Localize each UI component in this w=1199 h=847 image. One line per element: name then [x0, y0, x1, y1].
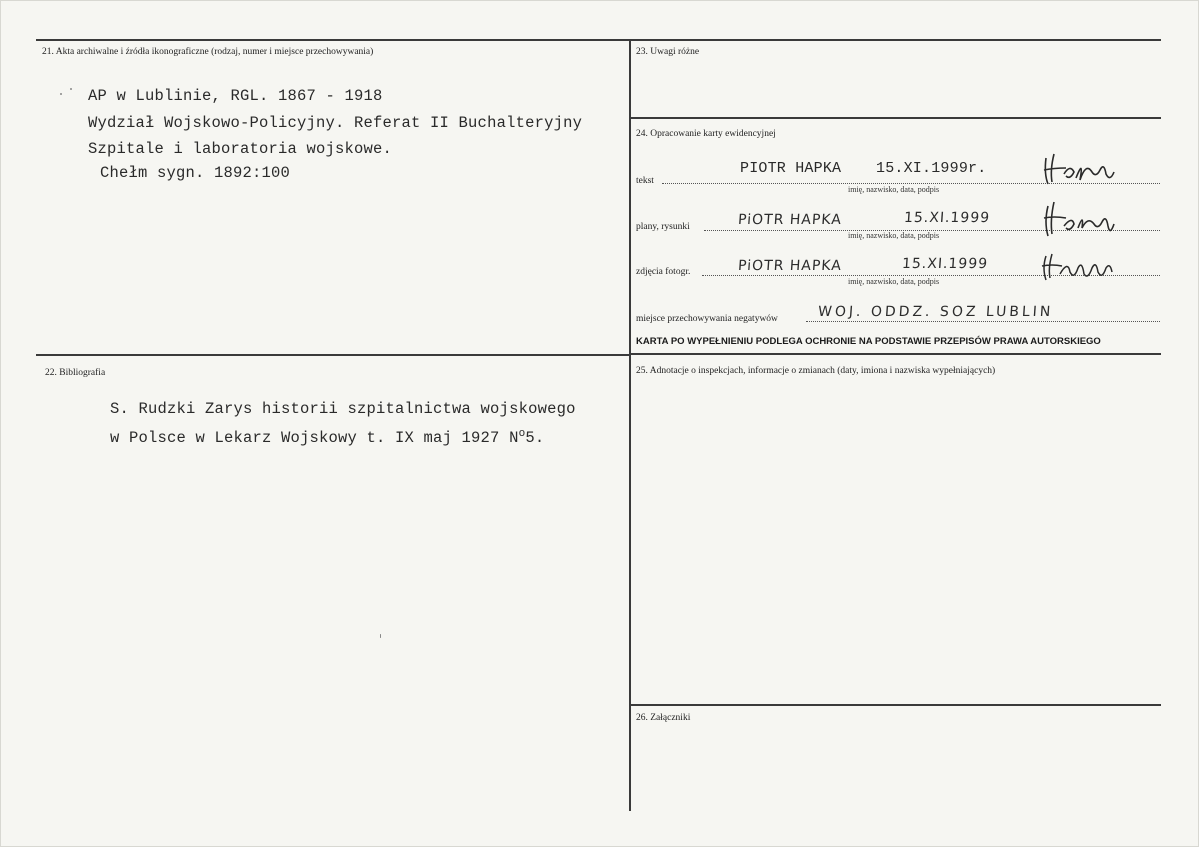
- section25-bottom-rule: [630, 704, 1161, 706]
- row-photos-caption: imię, nazwisko, data, podpis: [848, 277, 940, 286]
- bibliography-line-2-text: w Polsce w Lekarz Wojskowy t. IX maj 1927 N: [110, 429, 519, 448]
- bibliography-line-1: S. Rudzki Zarys historii szpitalnictwa wojskowego: [110, 400, 576, 418]
- negatives-value: WOJ. ODDZ. SOZ LUBLIN: [817, 304, 1054, 320]
- row-text-name: PIOTR HAPKA: [740, 160, 842, 177]
- archive-line-1: AP w Lublinie, RGL. 1867 - 1918: [88, 87, 383, 105]
- ink-speck: [70, 88, 72, 90]
- row-photos-name: PiOTR HAPKA: [737, 258, 843, 274]
- vertical-divider: [629, 39, 631, 811]
- bibliography-line-2-end: 5.: [525, 429, 545, 448]
- row-photos-date: 15.XI.1999: [901, 256, 989, 272]
- copyright-note: KARTA PO WYPEŁNIENIU PODLEGA OCHRONIE NA PODSTAWIE PRZEPISÓW PRAWA AUTORSKIEGO: [636, 336, 1101, 347]
- bibliography-line-2: [110, 428, 544, 447]
- negatives-label: miejsce przechowywania negatywów: [636, 314, 778, 324]
- archive-line-2: Wydział Wojskowo-Policyjny. Referat II Buchalteryjny: [88, 114, 583, 132]
- left-middle-rule: [36, 354, 630, 356]
- row-plans-date: 15.XI.1999: [903, 210, 991, 226]
- top-rule: [36, 39, 1161, 41]
- section24-bottom-rule: [630, 353, 1161, 355]
- section22-label: 22. Bibliografia: [45, 368, 106, 378]
- row-text-caption: imię, nazwisko, data, podpis: [848, 185, 940, 194]
- section23-bottom-rule: [630, 117, 1161, 119]
- signature-1: [1040, 148, 1120, 188]
- row-photos-label: zdjęcia fotogr.: [636, 267, 691, 277]
- row-plans-label: plany, rysunki: [636, 222, 690, 232]
- section25-label: 25. Adnotacje o inspekcjach, informacje o zmianach (daty, imiona i nazwiska wypełniających): [636, 366, 996, 376]
- ink-speck: [380, 634, 381, 638]
- section26-label: 26. Załączniki: [636, 713, 691, 723]
- archive-line-4: Chełm sygn. 1892:100: [100, 164, 291, 182]
- row-plans-name: PiOTR HAPKA: [737, 212, 843, 228]
- ink-speck: [60, 93, 62, 95]
- section24-label: 24. Opracowanie karty ewidencyjnej: [636, 129, 776, 139]
- section21-label: 21. Akta archiwalne i źródła ikonograficzne (rodzaj, numer i miejsce przechowywania): [42, 47, 374, 57]
- signature-2: [1040, 198, 1120, 240]
- bibliography-superscript: o: [518, 428, 526, 440]
- row-plans-caption: imię, nazwisko, data, podpis: [848, 231, 940, 240]
- row-text-label: tekst: [636, 176, 654, 186]
- row-text-date: 15.XI.1999r.: [876, 160, 987, 177]
- archive-line-3: Szpitale i laboratoria wojskowe.: [88, 140, 393, 158]
- section23-label: 23. Uwagi różne: [636, 47, 700, 57]
- negatives-line: [806, 321, 1160, 322]
- signature-3: [1038, 250, 1118, 284]
